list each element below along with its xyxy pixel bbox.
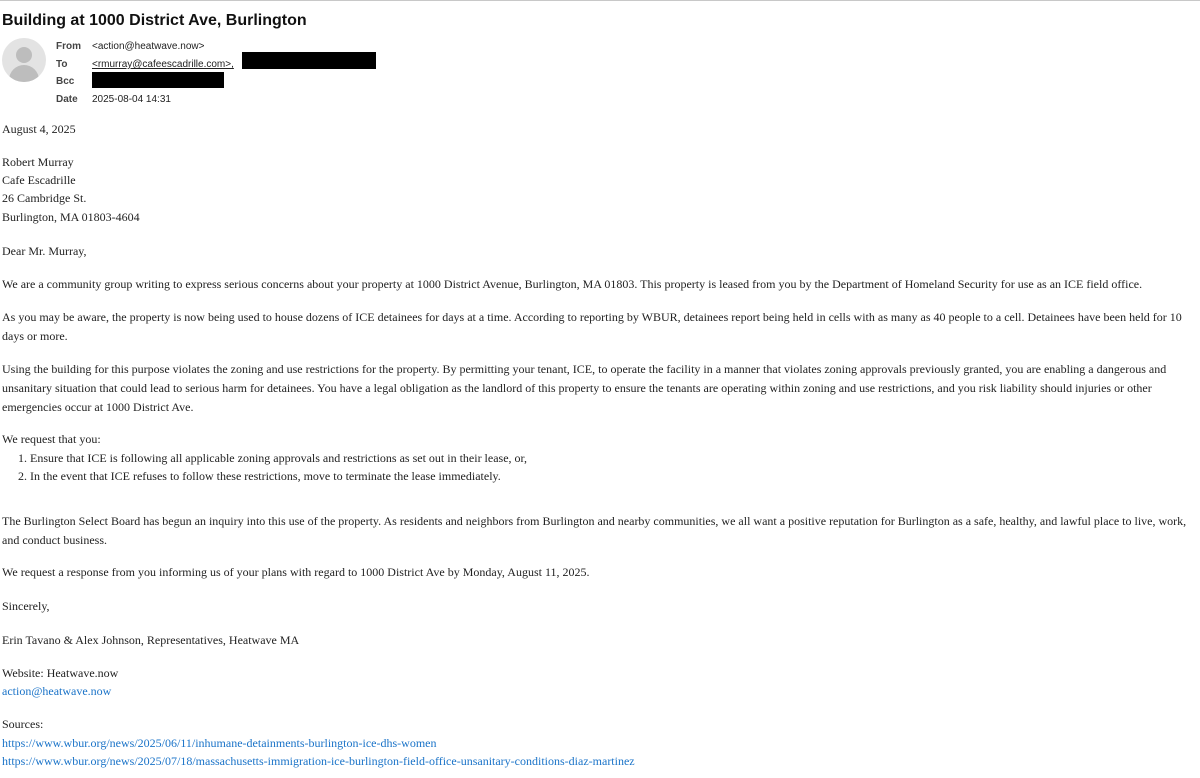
contact-email-anchor[interactable]: action@heatwave.now <box>2 684 112 698</box>
salutation: Dear Mr. Murray, <box>2 244 87 258</box>
top-divider <box>0 0 1200 1</box>
to-address[interactable]: <rmurray@cafeescadrille.com>, <box>92 59 234 70</box>
recipient-name: Robert Murray <box>2 155 74 169</box>
source-anchor[interactable]: https://www.wbur.org/news/2025/06/11/inhumane-detainments-burlington-ice-dhs-women <box>2 736 437 750</box>
source-anchor[interactable]: https://www.wbur.org/news/2025/07/18/massachusetts-immigration-ice-burlington-field-office-unsanitary-conditions-diaz-martinez <box>2 754 635 768</box>
to-redaction <box>242 52 376 69</box>
paragraph-5: We request a response from you informing us of your plans with regard to 1000 District Ave by Monday, August 11, 2025. <box>2 565 590 579</box>
paragraph-1: We are a community group writing to express serious concerns about your property at 1000 District Avenue, Burlington, MA 01803. This property is leased from you by the Department of Homeland Security for use as an ICE field office. <box>2 277 1143 291</box>
from-address[interactable]: <action@heatwave.now> <box>92 41 205 52</box>
bcc-label: Bcc <box>56 76 75 87</box>
contact-email-link[interactable] <box>2 682 111 700</box>
email-subject: Building at 1000 District Ave, Burlington <box>2 12 307 29</box>
recipient-street: 26 Cambridge St. <box>2 191 87 205</box>
website-line: Website: Heatwave.now <box>2 666 119 680</box>
bcc-redaction <box>92 72 224 88</box>
recipient-city: Burlington, MA 01803-4604 <box>2 210 140 224</box>
to-label: To <box>56 59 68 70</box>
recipient-company: Cafe Escadrille <box>2 173 76 187</box>
request-item: 2. In the event that ICE refuses to follow these restrictions, move to terminate the lease immediately. <box>18 469 501 483</box>
letter-date: August 4, 2025 <box>2 122 76 136</box>
source-link[interactable] <box>2 734 437 752</box>
paragraph-2: As you may be aware, the property is now being used to house dozens of ICE detainees for days at a time. According to reporting by WBUR, detainees report being held in cells with as many as 40 people to a cell. Detainees have been held for 10 days or more. <box>2 310 1182 343</box>
request-item: 1. Ensure that ICE is following all applicable zoning approvals and restrictions as set out in their lease, or, <box>18 451 528 465</box>
source-link[interactable] <box>2 752 635 770</box>
sources-label: Sources: <box>2 717 44 731</box>
date-value: 2025-08-04 14:31 <box>92 94 171 105</box>
sender-avatar-icon <box>2 38 46 82</box>
date-label: Date <box>56 94 78 105</box>
request-intro: We request that you: <box>2 432 101 446</box>
signature: Erin Tavano & Alex Johnson, Representatives, Heatwave MA <box>2 633 300 647</box>
paragraph-4: The Burlington Select Board has begun an inquiry into this use of the property. As residents and neighbors from Burlington and nearby communities, we all want a positive reputation for Burlington as a safe, healthy, and lawful place to live, work, and conduct business. <box>2 514 1187 547</box>
paragraph-3: Using the building for this purpose violates the zoning and use restrictions for the property. By permitting your tenant, ICE, to operate the facility in a manner that violates zoning approvals previously granted, you are enabling a dangerous and unsanitary situation that could lead to serious harm for detainees. You have a legal obligation as the landlord of this property to ensure the tenants are operating within zoning and use restrictions, and you risk liability should injuries or other emergencies occur at 1000 District Ave. <box>2 362 1167 414</box>
closing: Sincerely, <box>2 599 50 613</box>
from-label: From <box>56 41 81 52</box>
